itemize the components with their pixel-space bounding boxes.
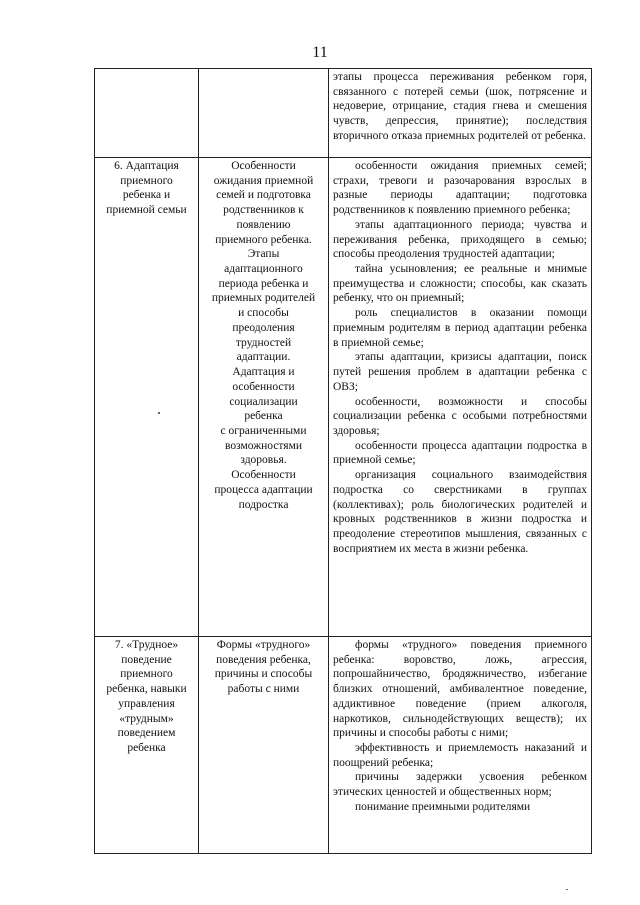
details-paragraph: эффективность и приемлемость наказаний и поощрений ребенка; [333, 742, 587, 769]
details-cell [329, 158, 592, 637]
details-paragraph: этапы адаптационного периода; чувства и переживания ребенка, приходящего в семью; способы преодоления трудностей адаптации; [333, 218, 587, 261]
topic-cell: 6. Адаптация приемного ребенка и приемной семьи [95, 158, 199, 637]
content-cell [199, 69, 329, 158]
details-paragraph: этапы адаптации, кризисы адаптации, поиск путей решения проблем в адаптации ребенка с ОВЗ; [333, 351, 587, 393]
program-table [94, 68, 592, 854]
topic-cell: 7. «Трудное» поведение приемного ребенка, навыки управления «трудным» поведением ребенка [95, 637, 199, 854]
table-row [95, 69, 592, 158]
details-paragraph: формы «трудного» поведения приемного ребенка: воровство, ложь, агрессия, попрошайничество, бродяжничество, избегание близких отношений, амбивалентное поведение, аддиктивное поведение (прием алкоголя, наркотиков, сильнодействующих веществ); их причины и способы работы с ними; [333, 639, 587, 740]
scan-speck [158, 412, 160, 414]
details-paragraph: причины задержки усвоения ребенком этических ценностей и общественных норм; [333, 771, 587, 799]
page-number: 11 [312, 44, 328, 61]
content-cell: Формы «трудного» поведения ребенка, причины и способы работы с ними [199, 637, 329, 854]
details-cell [329, 637, 592, 854]
details-paragraph: этапы процесса переживания ребенком горя, связанного с потерей семьи (шок, потрясение и недоверие, отрицание, стадия гнева и смешения чувств, депрессия, принятие); последствия вторичного отказа приемных родителей от ребенка. [333, 71, 587, 142]
details-paragraph: тайна усыновления; ее реальные и мнимые преимущества и сложности; способы, как сказать ребенку, что он приемный; [333, 263, 587, 305]
details-paragraph: понимание преимными родителями [355, 800, 531, 813]
details-paragraph: особенности, возможности и способы социализации ребенка с особыми потребностями здоровья; [333, 395, 587, 437]
details-paragraph: особенности процесса адаптации подростка в приемной семье; [333, 439, 587, 467]
details-paragraph: организация социального взаимодействия подростка со сверстниками в группах (коллективах); роль биологических родителей и кровных родственников в жизни подростка и преодоление стереотипов мышления, связанных с восприятием их места в жизни ребенка. [333, 469, 587, 555]
details-paragraph: роль специалистов в оказании помощи приемным родителям в период адаптации ребенка в приемной семье; [333, 307, 587, 349]
content-cell: Особенности ожидания приемной семей и подготовка родственников к появлению приемного ребенка. Этапы адаптационного периода ребенка и приемных родителей и способы преодоления трудностей адаптации. Адаптация и особенности социализации ребенка с ограниченными возможностями здоровья. Особенности процесса адаптации подростка [199, 158, 329, 637]
table-row [95, 158, 592, 637]
details-paragraph: особенности ожидания приемных семей; страхи, тревоги и разочарования взрослых в разные периоды адаптации; подготовка родственников к появлению приемного ребенка; [333, 160, 587, 217]
scan-speck [566, 889, 568, 890]
topic-cell [95, 69, 199, 158]
details-cell [329, 69, 592, 158]
table-row [95, 637, 592, 854]
